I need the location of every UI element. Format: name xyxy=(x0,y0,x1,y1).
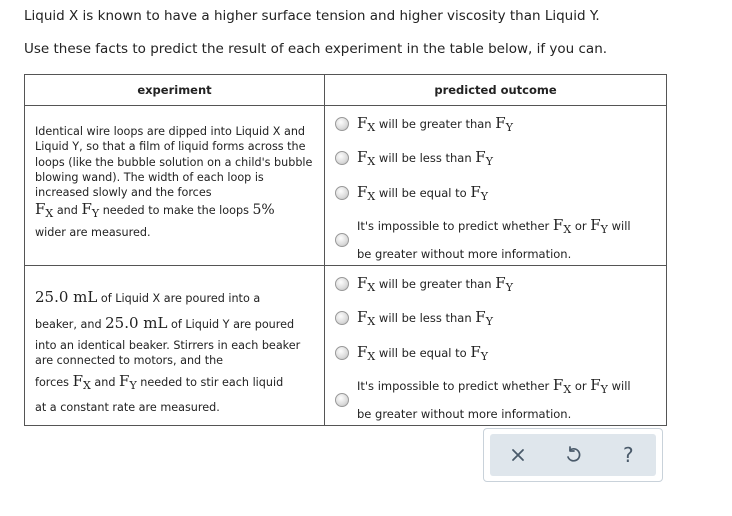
option-less[interactable]: $F_X$ will be less than $F_Y$ xyxy=(335,308,493,328)
undo-icon xyxy=(564,446,582,464)
clear-button[interactable] xyxy=(503,440,533,470)
option-less[interactable]: $F_X$ will be less than $F_Y$ xyxy=(335,148,493,168)
radio-button[interactable] xyxy=(335,346,349,360)
radio-button[interactable] xyxy=(335,117,349,131)
radio-button[interactable] xyxy=(335,277,349,291)
option-impossible[interactable]: It's impossible to predict whether $F_X$ or $F_Y$ will be greater without more information. xyxy=(335,213,631,266)
intro-text-1: Liquid X is known to have a higher surface tension and higher viscosity than Liquid Y. xyxy=(24,8,600,24)
help-button[interactable] xyxy=(613,440,643,470)
header-predicted-outcome: predicted outcome xyxy=(325,75,667,106)
undo-button[interactable] xyxy=(558,440,588,470)
outcome-options xyxy=(325,266,667,426)
option-greater[interactable]: $F_X$ will be greater than $F_Y$ xyxy=(335,114,513,134)
radio-button[interactable] xyxy=(335,393,349,407)
symbol-fx: $F_X$ xyxy=(35,200,54,221)
option-greater[interactable]: $F_X$ will be greater than $F_Y$ xyxy=(335,274,513,294)
option-equal[interactable]: $F_X$ will be equal to $F_Y$ xyxy=(335,343,488,363)
experiment-description: 25.0 mL of Liquid X are poured into a beaker, and 25.0 mL of Liquid Y are poured into an identical beaker. Stirrers in each beaker are connected to motors, and the forces $F_X$ and $F_Y$ needed to stir each liquid at a constant rate are measured. xyxy=(25,266,325,426)
radio-button[interactable] xyxy=(335,151,349,165)
table-row xyxy=(25,266,667,426)
table-row xyxy=(25,106,667,266)
answer-toolbar xyxy=(483,428,663,482)
intro-text-2: Use these facts to predict the result of each experiment in the table below, if you can. xyxy=(24,41,608,57)
radio-button[interactable] xyxy=(335,233,349,247)
description-text: Identical wire loops are dipped into Liquid X and Liquid Y, so that a film of liquid forms across the loops (like the bubble solution on a child's bubble blowing wand). The width of each loop is increased slowly and the forces xyxy=(35,125,313,200)
option-impossible[interactable]: It's impossible to predict whether $F_X$ or $F_Y$ will be greater without more information. xyxy=(335,373,631,426)
symbol-fy: $F_Y$ xyxy=(81,200,100,221)
help-icon: ? xyxy=(623,443,634,467)
radio-button[interactable] xyxy=(335,311,349,325)
experiment-table xyxy=(24,74,667,426)
radio-button[interactable] xyxy=(335,186,349,200)
experiment-description: Identical wire loops are dipped into Liquid X and Liquid Y, so that a film of liquid forms across the loops (like the bubble solution on a child's bubble blowing wand). The width of each loop is increased slowly and the forces $F_X$ and $F_Y$ needed to make the loops 5% wider are measured. xyxy=(25,106,325,266)
header-experiment: experiment xyxy=(25,75,325,106)
option-equal[interactable]: $F_X$ will be equal to $F_Y$ xyxy=(335,183,488,203)
x-icon xyxy=(510,447,526,463)
outcome-options xyxy=(325,106,667,266)
